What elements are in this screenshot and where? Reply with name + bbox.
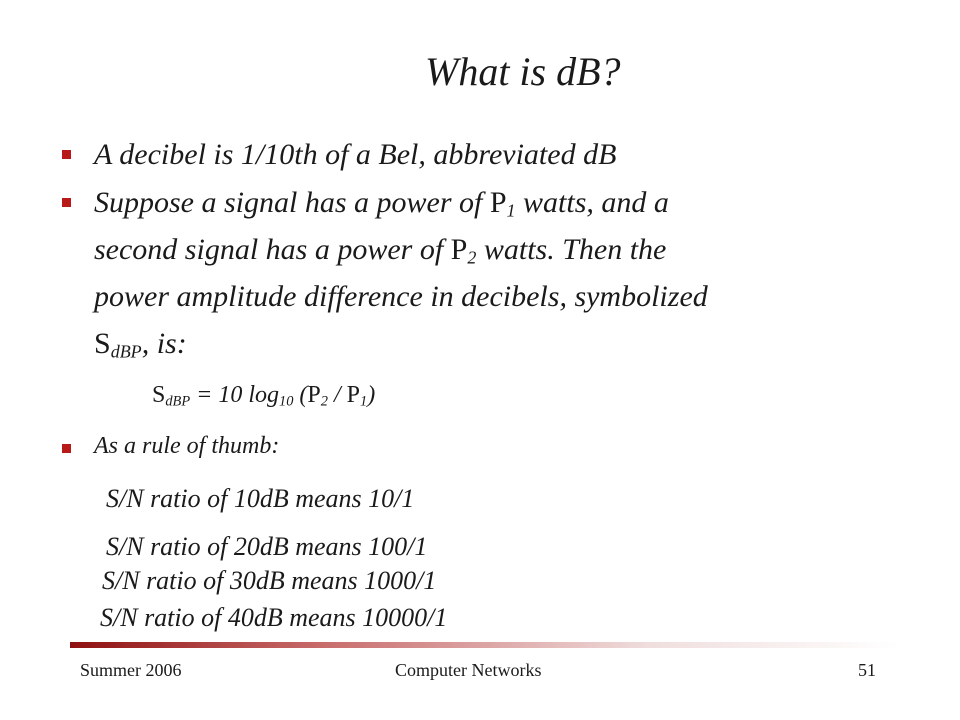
rule-line: S/N ratio of 10dB means 10/1 <box>106 484 415 513</box>
formula-slash: / <box>327 382 347 408</box>
formula <box>152 382 375 409</box>
bullet-1-text: A decibel is 1/10th of a Bel, abbreviated dB <box>94 138 617 171</box>
bullet-2-line-1 <box>94 180 669 225</box>
bullet-marker <box>62 444 71 453</box>
bullet-2-line-2-a: second signal has a power of <box>94 233 451 266</box>
p-symbol: P <box>489 186 507 219</box>
rule-line: S/N ratio of 20dB means 100/1 <box>106 532 428 561</box>
p-symbol: P <box>450 233 468 266</box>
formula-sub-1: 1 <box>360 393 368 410</box>
bullet-2-line-4 <box>94 321 187 366</box>
formula-p: P <box>307 382 321 408</box>
footer-center: Computer Networks <box>395 660 542 680</box>
formula-eq: = 10 log <box>190 382 280 408</box>
bullet-2-line-2-b: watts. Then the <box>476 233 667 266</box>
s-symbol: S <box>94 327 111 360</box>
bullet-marker <box>62 150 71 159</box>
footer-left: Summer 2006 <box>80 660 182 680</box>
bullet-2-line-1-b: watts, and a <box>515 186 669 219</box>
formula-s: S <box>152 382 166 408</box>
s-subscript-dbp: dBP <box>110 341 142 362</box>
bullet-3-text: As a rule of thumb: <box>94 433 280 459</box>
formula-p: P <box>346 382 360 408</box>
formula-open: ( <box>293 382 308 408</box>
slide-title: What is dB? <box>425 49 621 94</box>
p-subscript-1: 1 <box>506 200 516 221</box>
footer-rule <box>70 642 900 648</box>
p-subscript-2: 2 <box>467 247 477 268</box>
bullet-2-line-1-a: Suppose a signal has a power of <box>94 186 490 219</box>
bullet-2-line-4-b: , is: <box>141 327 187 360</box>
formula-sub-dbp: dBP <box>165 393 191 410</box>
page-number: 51 <box>858 660 876 680</box>
formula-sub-10: 10 <box>279 393 294 410</box>
bullet-2-line-2 <box>94 227 666 272</box>
rule-line: S/N ratio of 40dB means 10000/1 <box>100 603 448 632</box>
formula-sub-2: 2 <box>320 393 328 410</box>
formula-close: ) <box>367 382 376 408</box>
rule-line: S/N ratio of 30dB means 1000/1 <box>102 566 437 595</box>
bullet-marker <box>62 198 71 207</box>
bullet-2-line-3: power amplitude difference in decibels, symbolized <box>94 280 708 313</box>
